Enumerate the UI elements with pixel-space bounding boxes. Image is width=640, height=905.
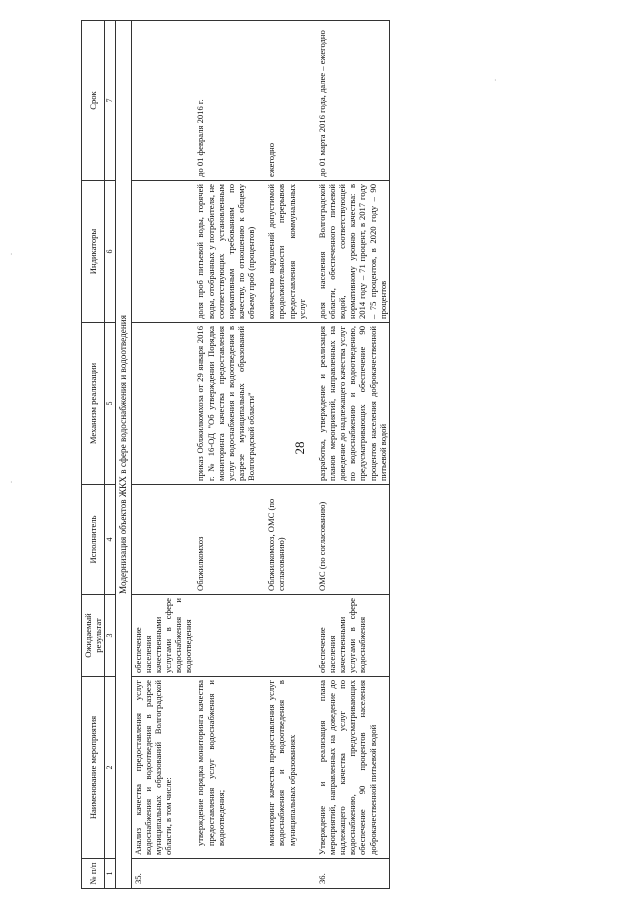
mechanism bbox=[265, 323, 308, 485]
column-number: 4 bbox=[105, 485, 115, 595]
header-result: Ожидаемый результат bbox=[82, 595, 105, 677]
table-row bbox=[265, 21, 308, 889]
expected-result bbox=[265, 595, 308, 677]
indicators: доля населения Волгоградской области, обеспеченного питьевой водой, соответствующей нормативному уровню качества: в 2014 году – 71 процент, в 2017 году – 75 процентов, в 2020 году – 90 процентов bbox=[316, 181, 389, 323]
header-executor: Исполнитель bbox=[82, 485, 105, 595]
executor: Облжилкомхоз bbox=[194, 485, 257, 595]
term: до 01 марта 2016 года, далее – ежегодно bbox=[316, 21, 389, 181]
section-title: Модернизация объектов ЖКХ в сфере водоснабжения и водоотведения bbox=[115, 21, 131, 889]
column-number: 1 bbox=[105, 859, 115, 889]
indicators: доля проб питьевой воды, горячей воды, отобранных у потребителя, не соответствующих установленным нормативным требованиям по качеству, по отношению к общему объему проб (процентов) bbox=[194, 181, 257, 323]
measure-name: утверждение порядка мониторинга качества предоставления услуг водоснабжения и водоотведения; bbox=[194, 677, 257, 859]
mechanism bbox=[131, 323, 194, 485]
column-number: 3 bbox=[105, 595, 115, 677]
table-row bbox=[131, 21, 194, 889]
column-number: 6 bbox=[105, 181, 115, 323]
header-name: Наименование мероприятия bbox=[82, 677, 105, 859]
expected-result: обеспечение населения качественными услугами в сфере водоснабжения bbox=[316, 595, 389, 677]
term: ежегодно bbox=[265, 21, 308, 181]
indicators bbox=[131, 181, 194, 323]
term: до 01 февраля 2016 г. bbox=[194, 21, 257, 181]
row-number: 36. bbox=[316, 859, 389, 889]
header-num: № п/п bbox=[82, 859, 105, 889]
table-row bbox=[316, 21, 389, 889]
indicators: количество нарушений допустимой продолжительности перерывов предоставления коммунальных услуг bbox=[265, 181, 308, 323]
row-number bbox=[194, 859, 257, 889]
scan-dot: · bbox=[10, 250, 13, 259]
page-number: 28 bbox=[292, 441, 307, 455]
scan-dot: · bbox=[10, 478, 13, 487]
header-row bbox=[82, 21, 105, 889]
expected-result bbox=[194, 595, 257, 677]
executor: Облжилкомхоз, ОМС (по согласованию) bbox=[265, 485, 308, 595]
term bbox=[131, 21, 194, 181]
header-term: Срок bbox=[82, 21, 105, 181]
scan-dot: · bbox=[494, 76, 497, 85]
measure-name: Утверждение и реализация плана мероприятий, направленных на доведение до надлежащего качества услуг по водоснабжению, предусматривающих обеспечение 90 процентов населения доброкачественной питьевой водой bbox=[316, 677, 389, 859]
row-gap bbox=[257, 21, 265, 889]
executor bbox=[131, 485, 194, 595]
column-number: 2 bbox=[105, 677, 115, 859]
header-indicators: Индикаторы bbox=[82, 181, 105, 323]
row-number: 35. bbox=[131, 859, 194, 889]
measures-table bbox=[81, 20, 390, 889]
rotated-table-container bbox=[81, 21, 620, 889]
measure-name: мониторинг качества предоставления услуг водоснабжения и водоотведения в муниципальных образованиях bbox=[265, 677, 308, 859]
section-row bbox=[115, 21, 131, 889]
mechanism: приказ Облжилкомхоза от 29 января 2016 г. № 16-ОД "Об утверждении Порядка мониторинга качества предоставления услуг водоснабжения и водоотведения в разрезе муниципальных образований Волгоградской области" bbox=[194, 323, 257, 485]
column-number: 7 bbox=[105, 21, 115, 181]
header-mechanism: Механизм реализации bbox=[82, 323, 105, 485]
measure-name: Анализ качества предоставления услуг водоснабжения и водоотведения в разрезе муниципальных образований Волгоградской области, в том числе: bbox=[131, 677, 194, 859]
executor: ОМС (по согласованию) bbox=[316, 485, 389, 595]
table-row bbox=[194, 21, 257, 889]
expected-result: обеспечение населения качественными услугами в сфере водоснабжения и водоотведения bbox=[131, 595, 194, 677]
mechanism: разработка, утверждение и реализация планов мероприятий, направленных на доведение до надлежащего качества услуг по водоснабжению и водоотведению, предусматривающих обеспечение 90 процентов населения доброкачественной питьевой водой bbox=[316, 323, 389, 485]
row-gap bbox=[308, 21, 316, 889]
row-number bbox=[265, 859, 308, 889]
column-number: 5 bbox=[105, 323, 115, 485]
column-number-row bbox=[105, 21, 115, 889]
